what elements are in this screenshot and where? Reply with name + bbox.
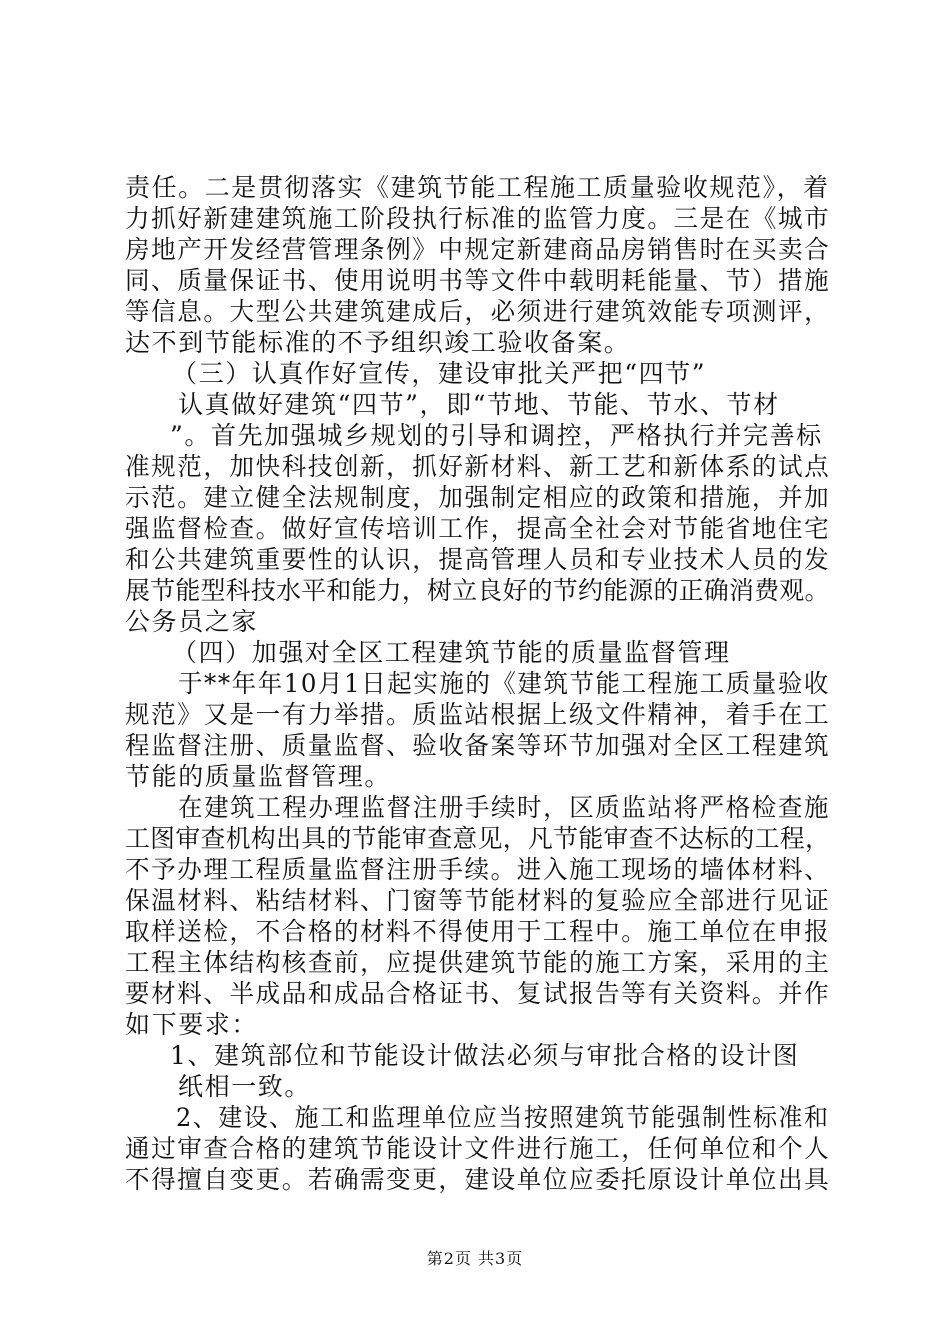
paragraph-line: 同、质量保证书、使用说明书等文件中载明耗能量、节）措施: [125, 266, 831, 295]
paragraph-line: 在建筑工程办理监督注册手续时，区质监站将严格检查施: [178, 793, 831, 822]
section-heading: （三）认真作好宣传，建设审批关严把“四节”: [172, 359, 707, 388]
list-item: 纸相一致。: [178, 1072, 312, 1101]
paragraph-line: 节能的质量监督管理。: [125, 762, 392, 791]
paragraph-line: 通过审查合格的建筑节能设计文件进行施工，任何单位和个人: [125, 1134, 831, 1163]
list-item: 2、建设、施工和监理单位应当按照建筑节能强制性标准和: [176, 1103, 830, 1132]
paragraph-line: 准规范，加快科技创新，抓好新材料、新工艺和新体系的试点: [125, 452, 831, 481]
paragraph-line: 强监督检查。做好宣传培训工作，提高全社会对节能省地住宅: [125, 514, 831, 543]
paragraph-line: 力抓好新建建筑施工阶段执行标准的监管力度。三是在《城市: [125, 204, 831, 233]
section-heading: （四）加强对全区工程建筑节能的质量监督管理: [172, 638, 731, 667]
paragraph-line: 不得擅自变更。若确需变更，建设单位应委托原设计单位出具: [125, 1165, 831, 1194]
paragraph-line: 于**年年10月1日起实施的《建筑节能工程施工质量验收: [178, 669, 830, 698]
paragraph-line: 等信息。大型公共建筑建成后，必须进行建筑效能专项测评，: [125, 297, 831, 326]
paragraph-line: 程监督注册、质量监督、验收备案等环节加强对全区工程建筑: [125, 731, 831, 760]
list-item: 1、建筑部位和节能设计做法必须与审批合格的设计图: [170, 1041, 800, 1070]
paragraph-line: 如下要求：: [125, 1010, 259, 1039]
page-footer: 第2页 共3页: [426, 1249, 524, 1268]
paragraph-line: 保温材料、粘结材料、门窗等节能材料的复验应全部进行见证: [125, 886, 831, 915]
paragraph-line: 取样送检，不合格的材料不得使用于工程中。施工单位在申报: [125, 917, 831, 946]
paragraph-line: 房地产开发经营管理条例》中规定新建商品房销售时在买卖合: [125, 235, 831, 264]
paragraph-line: 公务员之家: [125, 607, 259, 636]
paragraph-line: 工图审查机构出具的节能审查意见，凡节能审查不达标的工程，: [125, 824, 831, 853]
paragraph-line: 责任。二是贯彻落实《建筑节能工程施工质量验收规范》，着: [125, 173, 830, 202]
paragraph-line: 要材料、半成品和成品合格证书、复试报告等有关资料。并作: [125, 979, 831, 1008]
paragraph-line: 展节能型科技水平和能力，树立良好的节约能源的正确消费观。: [125, 576, 830, 605]
paragraph-line: 工程主体结构核查前，应提供建筑节能的施工方案，采用的主: [125, 948, 831, 977]
paragraph-line: 规范》又是一有力举措。质监站根据上级文件精神，着手在工: [125, 700, 831, 729]
paragraph-line: 不予办理工程质量监督注册手续。进入施工现场的墙体材料、: [125, 855, 831, 884]
paragraph-line: 达不到节能标准的不予组织竣工验收备案。: [125, 328, 631, 357]
paragraph-line: 认真做好建筑“四节”，即“节地、节能、节水、节材: [178, 390, 780, 419]
paragraph-line: 和公共建筑重要性的认识，提高管理人员和专业技术人员的发: [125, 545, 831, 574]
paragraph-line: ”。首先加强城乡规划的引导和调控，严格执行并完善标: [170, 421, 823, 450]
paragraph-line: 示范。建立健全法规制度，加强制定相应的政策和措施，并加: [125, 483, 831, 512]
